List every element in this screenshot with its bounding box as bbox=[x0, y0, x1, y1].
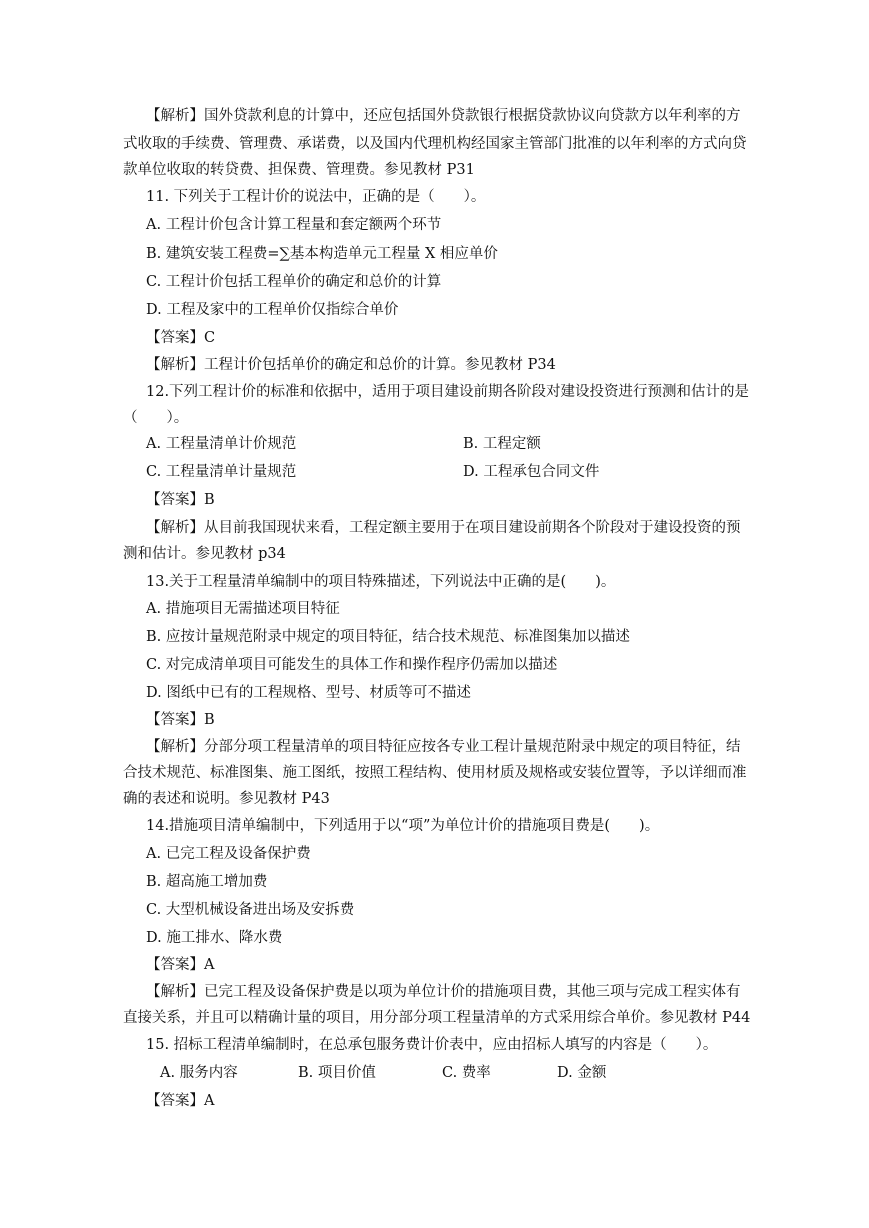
question-12: 12.下列工程计价的标准和依据中，适用于项目建设前期各阶段对建设投资进行预测和估计的是 bbox=[146, 384, 750, 400]
option-c: C. 费率 bbox=[442, 1065, 491, 1081]
analysis-text: 【解析】国外贷款利息的计算中，还应包括国外贷款银行根据贷款协议向贷款方以年利率的方 bbox=[146, 108, 741, 124]
analysis-text: 合技术规范、标准图集、施工图纸，按照工程结构、使用材质及规格或安装位置等，予以详细而准 bbox=[123, 765, 747, 781]
option-a: A. 工程计价包含计算工程量和套定额两个环节 bbox=[146, 217, 442, 233]
option-a: A. 工程量清单计价规范 bbox=[146, 436, 297, 452]
option-d: D. 工程承包合同文件 bbox=[463, 464, 600, 480]
question-14: 14.措施项目清单编制中，下列适用于以“项”为单位计价的措施项目费是( )。 bbox=[146, 818, 660, 834]
analysis-text: 确的表述和说明。参见教材 P43 bbox=[123, 791, 330, 807]
answer: 【答案】A bbox=[146, 957, 215, 973]
option-d: D. 金额 bbox=[557, 1065, 607, 1081]
option-d: D. 施工排水、降水费 bbox=[146, 930, 283, 946]
option-c: C. 大型机械设备进出场及安拆费 bbox=[146, 902, 355, 918]
option-b: B. 项目价值 bbox=[298, 1065, 376, 1081]
option-c: C. 对完成清单项目可能发生的具体工作和操作程序仍需加以描述 bbox=[146, 657, 558, 673]
option-c: C. 工程计价包括工程单价的确定和总价的计算 bbox=[146, 274, 442, 290]
question-15: 15. 招标工程清单编制时，在总承包服务费计价表中，应由招标人填写的内容是（ ）。 bbox=[146, 1037, 718, 1053]
option-b: B. 建筑安装工程费=∑基本构造单元工程量 X 相应单价 bbox=[146, 246, 498, 262]
option-b: B. 应按计量规范附录中规定的项目特征，结合技术规范、标准图集加以描述 bbox=[146, 629, 630, 645]
option-a: A. 措施项目无需描述项目特征 bbox=[146, 601, 340, 617]
option-d: D. 图纸中已有的工程规格、型号、材质等可不描述 bbox=[146, 685, 471, 701]
analysis-text: 【解析】分部分项工程量清单的项目特征应按各专业工程计量规范附录中规定的项目特征，结 bbox=[146, 739, 741, 755]
option-a: A. 服务内容 bbox=[160, 1065, 238, 1081]
analysis-text: 【解析】工程计价包括单价的确定和总价的计算。参见教材 P34 bbox=[146, 357, 556, 373]
question-13: 13.关于工程量清单编制中的项目特殊描述，下列说法中正确的是( )。 bbox=[146, 574, 616, 590]
question-12: （ ）。 bbox=[123, 410, 189, 426]
analysis-text: 测和估计。参见教材 p34 bbox=[123, 546, 286, 562]
answer: 【答案】C bbox=[146, 330, 216, 346]
option-d: D. 工程及家中的工程单价仅指综合单价 bbox=[146, 302, 399, 318]
answer: 【答案】B bbox=[146, 712, 215, 728]
option-a: A. 已完工程及设备保护费 bbox=[146, 846, 311, 862]
analysis-text: 直接关系，并且可以精确计量的项目，用分部分项工程量清单的方式采用综合单价。参见教材 P44 bbox=[123, 1010, 751, 1026]
question-11: 11. 下列关于工程计价的说法中，正确的是（ ）。 bbox=[146, 189, 486, 205]
option-b: B. 工程定额 bbox=[463, 436, 541, 452]
answer: 【答案】A bbox=[146, 1093, 215, 1109]
analysis-text: 款单位收取的转贷费、担保费、管理费。参见教材 P31 bbox=[123, 162, 475, 178]
answer: 【答案】B bbox=[146, 492, 215, 508]
option-b: B. 超高施工增加费 bbox=[146, 874, 268, 890]
analysis-text: 【解析】已完工程及设备保护费是以项为单位计价的措施项目费，其他三项与完成工程实体有 bbox=[146, 984, 741, 1000]
analysis-text: 【解析】从目前我国现状来看，工程定额主要用于在项目建设前期各个阶段对于建设投资的预 bbox=[146, 520, 741, 536]
analysis-text: 式收取的手续费、管理费、承诺费，以及国内代理机构经国家主管部门批准的以年利率的方式向贷 bbox=[123, 136, 747, 152]
option-c: C. 工程量清单计量规范 bbox=[146, 464, 297, 480]
